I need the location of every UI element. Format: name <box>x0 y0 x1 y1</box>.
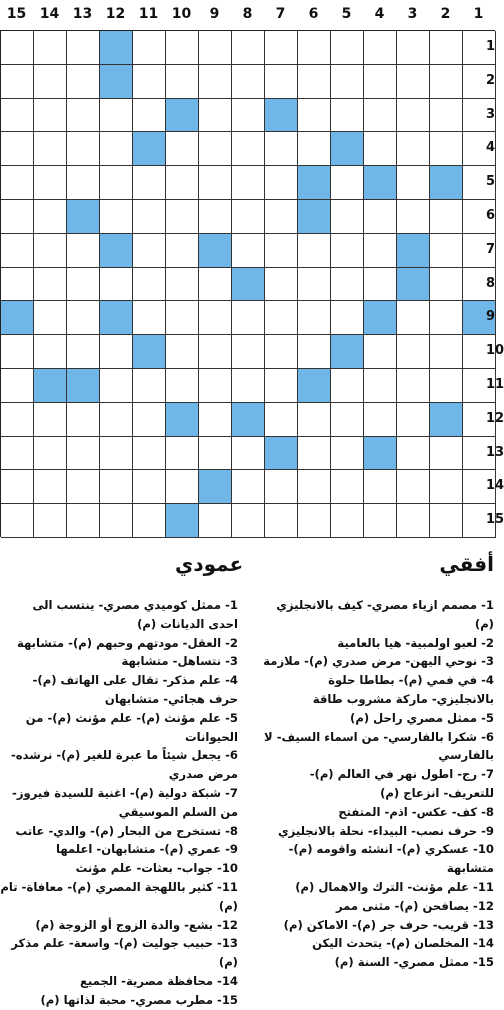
row-number: 1 <box>486 39 496 54</box>
grid-cell[interactable] <box>166 166 199 200</box>
grid-cell[interactable] <box>331 437 364 471</box>
block-cell <box>265 99 298 133</box>
grid-cell[interactable] <box>265 200 298 234</box>
block-cell <box>265 437 298 471</box>
block-cell <box>364 301 397 335</box>
column-number: 10 <box>171 6 192 22</box>
grid-cell[interactable] <box>265 166 298 200</box>
grid-cell[interactable] <box>430 470 463 504</box>
grid-cell[interactable] <box>232 132 265 166</box>
across-heading: أفقي <box>439 552 494 576</box>
grid-cell[interactable] <box>34 403 67 437</box>
grid-cell[interactable] <box>34 335 67 369</box>
grid-cell[interactable] <box>397 437 430 471</box>
grid-cell[interactable] <box>298 132 331 166</box>
grid-cell[interactable] <box>166 268 199 302</box>
row-number: 7 <box>486 241 496 257</box>
grid-cell[interactable] <box>265 132 298 166</box>
down-clue: 2- العقل- مودتهم وحبهم (م)- متشابهة <box>17 635 238 650</box>
grid-cell[interactable] <box>133 166 166 200</box>
grid-cell[interactable] <box>232 166 265 200</box>
grid-cell[interactable] <box>133 65 166 99</box>
grid-cell[interactable] <box>430 99 463 133</box>
across-clue: 2- لعبو اولمبية- هيا بالعامية <box>337 635 494 650</box>
column-number: 14 <box>39 6 60 22</box>
grid-cell[interactable] <box>1 437 34 471</box>
grid-cell[interactable] <box>67 166 100 200</box>
grid-cell[interactable] <box>1 99 34 133</box>
grid-cell[interactable] <box>199 301 232 335</box>
block-cell <box>232 403 265 437</box>
block-cell <box>430 166 463 200</box>
block-cell <box>133 132 166 166</box>
grid-cell[interactable] <box>298 99 331 133</box>
down-clue: 13- حبيب جوليت (م)- واسعة- علم مذكر (م) <box>11 936 238 970</box>
grid-cell[interactable] <box>430 437 463 471</box>
grid-cell[interactable] <box>298 65 331 99</box>
grid-cell[interactable] <box>232 369 265 403</box>
row-number: 13 <box>486 444 504 460</box>
grid-cell[interactable] <box>397 301 430 335</box>
block-cell <box>67 200 100 234</box>
block-cell <box>364 437 397 471</box>
block-cell <box>397 234 430 268</box>
grid-cell[interactable] <box>166 234 199 268</box>
grid-cell[interactable] <box>100 132 133 166</box>
grid-cell[interactable] <box>331 403 364 437</box>
grid-cell[interactable] <box>67 335 100 369</box>
grid-cell[interactable] <box>298 403 331 437</box>
grid-cell[interactable] <box>298 301 331 335</box>
block-cell <box>364 166 397 200</box>
grid-cell[interactable] <box>331 369 364 403</box>
grid-cell[interactable] <box>232 301 265 335</box>
across-clue: 12- يصافحن (م)- مثنى ممر <box>335 898 494 913</box>
grid-cell[interactable] <box>265 369 298 403</box>
grid-cell[interactable] <box>364 200 397 234</box>
grid-cell[interactable] <box>100 470 133 504</box>
grid-cell[interactable] <box>166 132 199 166</box>
grid-cell[interactable] <box>133 470 166 504</box>
grid-cell[interactable] <box>199 65 232 99</box>
grid-cell[interactable] <box>133 268 166 302</box>
row-number: 4 <box>486 140 496 156</box>
grid-cell[interactable] <box>199 166 232 200</box>
column-number: 3 <box>407 6 418 22</box>
grid-cell[interactable] <box>166 200 199 234</box>
crossword-grid[interactable] <box>0 30 495 537</box>
block-cell <box>166 403 199 437</box>
grid-cell[interactable] <box>364 369 397 403</box>
column-number: 7 <box>275 6 286 22</box>
grid-cell[interactable] <box>265 268 298 302</box>
grid-cell[interactable] <box>199 132 232 166</box>
grid-cell[interactable] <box>331 99 364 133</box>
grid-cell[interactable] <box>1 335 34 369</box>
column-number: 2 <box>440 6 451 22</box>
grid-cell[interactable] <box>265 403 298 437</box>
grid-cell[interactable] <box>166 301 199 335</box>
grid-cell[interactable] <box>232 470 265 504</box>
grid-cell[interactable] <box>430 504 463 538</box>
row-number: 12 <box>486 410 504 426</box>
grid-cell[interactable] <box>397 504 430 538</box>
grid-cell[interactable] <box>1 504 34 538</box>
down-clue: 4- علم مذكر- تقال على الهاتف (م)- حرف هجائي- متشابهان <box>32 673 238 706</box>
grid-cell[interactable] <box>430 31 463 65</box>
grid-cell[interactable] <box>100 335 133 369</box>
grid-cell[interactable] <box>199 437 232 471</box>
row-number: 14 <box>486 478 504 494</box>
grid-cell[interactable] <box>166 31 199 65</box>
grid-cell[interactable] <box>100 369 133 403</box>
block-cell <box>1 301 34 335</box>
grid-cell[interactable] <box>265 31 298 65</box>
grid-cell[interactable] <box>232 437 265 471</box>
grid-cell[interactable] <box>265 234 298 268</box>
grid-cell[interactable] <box>364 504 397 538</box>
column-number: 4 <box>374 6 385 22</box>
row-number: 9 <box>486 309 496 325</box>
grid-cell[interactable] <box>232 200 265 234</box>
grid-cell[interactable] <box>397 31 430 65</box>
grid-cell[interactable] <box>166 437 199 471</box>
grid-cell[interactable] <box>67 437 100 471</box>
column-number: 12 <box>105 6 126 22</box>
grid-cell[interactable] <box>331 268 364 302</box>
grid-cell[interactable] <box>364 335 397 369</box>
grid-cell[interactable] <box>265 301 298 335</box>
down-clue: 10- جواب- بعثات- علم مؤنث <box>75 861 238 876</box>
grid-cell[interactable] <box>133 437 166 471</box>
grid-cell[interactable] <box>1 166 34 200</box>
across-clue: 15- ممثل مصري- السنة (م) <box>334 955 494 970</box>
across-clue: 7- رج- اطول نهر في العالم (م)- للتعريف- انزعاج (م) <box>309 767 494 800</box>
across-clue: 9- حرف نصب- البيداء- نحلة بالانجليزي <box>278 823 494 838</box>
grid-cell[interactable] <box>1 65 34 99</box>
grid-cell[interactable] <box>331 470 364 504</box>
grid-cell[interactable] <box>199 403 232 437</box>
grid-cell[interactable] <box>1 369 34 403</box>
grid-cell[interactable] <box>34 99 67 133</box>
grid-cell[interactable] <box>265 65 298 99</box>
grid-cell[interactable] <box>430 335 463 369</box>
grid-cell[interactable] <box>364 132 397 166</box>
row-number: 8 <box>486 275 496 291</box>
grid-cell[interactable] <box>232 99 265 133</box>
across-clue: 11- علم مؤنث- الترك والاهمال (م) <box>295 879 494 894</box>
grid-cell[interactable] <box>397 99 430 133</box>
grid-cell[interactable] <box>298 504 331 538</box>
grid-cell[interactable] <box>397 369 430 403</box>
grid-cell[interactable] <box>34 132 67 166</box>
grid-cell[interactable] <box>397 166 430 200</box>
grid-cell[interactable] <box>67 268 100 302</box>
grid-cell[interactable] <box>331 200 364 234</box>
grid-cell[interactable] <box>199 200 232 234</box>
grid-cell[interactable] <box>199 504 232 538</box>
grid-cell[interactable] <box>34 31 67 65</box>
row-number: 5 <box>486 174 496 190</box>
down-clue: 6- يجعل شيئاً ما عبرة للغير (م)- نرشده- مرض صدري <box>10 748 238 782</box>
grid-cell[interactable] <box>331 301 364 335</box>
grid-cell[interactable] <box>331 166 364 200</box>
grid-cell[interactable] <box>133 403 166 437</box>
row-number: 15 <box>486 512 504 528</box>
grid-cell[interactable] <box>298 335 331 369</box>
grid-cell[interactable] <box>67 65 100 99</box>
grid-cell[interactable] <box>199 31 232 65</box>
column-number: 13 <box>72 6 93 22</box>
across-clue: 5- ممثل مصري راحل (م) <box>350 710 494 725</box>
block-cell <box>133 335 166 369</box>
grid-cell[interactable] <box>100 403 133 437</box>
grid-cell[interactable] <box>298 437 331 471</box>
grid-cell[interactable] <box>1 200 34 234</box>
grid-cell[interactable] <box>265 335 298 369</box>
grid-cell[interactable] <box>67 31 100 65</box>
block-cell <box>166 99 199 133</box>
grid-cell[interactable] <box>199 268 232 302</box>
column-numbers <box>0 0 500 30</box>
block-cell <box>100 234 133 268</box>
grid-cell[interactable] <box>298 234 331 268</box>
across-clue: 6- شكرا بالفارسي- من اسماء السيف- لا بالفارسي <box>264 729 494 763</box>
down-heading: عمودي <box>175 552 244 576</box>
grid-cell[interactable] <box>331 65 364 99</box>
grid-cell[interactable] <box>364 470 397 504</box>
across-clue: 3- نوحي اليهن- مرض صدري (م)- ملازمة <box>263 654 494 669</box>
down-clue: 8- تستخرج من البحار (م)- والدي- عاتب <box>15 823 238 838</box>
grid-cell[interactable] <box>34 166 67 200</box>
grid-cell[interactable] <box>67 234 100 268</box>
down-clue: 9- عمري (م)- متشابهان- اعلمها <box>55 842 238 857</box>
grid-cell[interactable] <box>364 268 397 302</box>
grid-cell[interactable] <box>133 200 166 234</box>
grid-cell[interactable] <box>232 504 265 538</box>
down-clue: 3- نتساهل- متشابهة <box>121 654 238 669</box>
grid-cell[interactable] <box>1 132 34 166</box>
grid-cell[interactable] <box>199 369 232 403</box>
grid-cell[interactable] <box>67 301 100 335</box>
down-clues <box>0 596 238 1010</box>
down-clue: 12- بشع- والدة الزوج أو الزوجة (م) <box>35 917 238 932</box>
block-cell <box>100 301 133 335</box>
grid-cell[interactable] <box>100 268 133 302</box>
grid-cell[interactable] <box>331 31 364 65</box>
grid-cell[interactable] <box>1 31 34 65</box>
grid-cell[interactable] <box>1 268 34 302</box>
grid-cell[interactable] <box>265 470 298 504</box>
grid-cell[interactable] <box>1 470 34 504</box>
grid-cell[interactable] <box>34 504 67 538</box>
grid-cell[interactable] <box>364 234 397 268</box>
column-number: 9 <box>209 6 220 22</box>
across-clue: 13- قريب- حرف جر (م)- الاماكن (م) <box>283 917 494 932</box>
down-clue: 14- محافظة مصرية- الجميع <box>80 973 238 988</box>
grid-cell[interactable] <box>397 403 430 437</box>
block-cell <box>397 268 430 302</box>
grid-cell[interactable] <box>298 470 331 504</box>
down-clue: 1- ممثل كوميدي مصري- ينتسب الى احدى الديانات (م) <box>32 598 238 631</box>
grid-cell[interactable] <box>133 31 166 65</box>
column-number: 11 <box>138 6 159 22</box>
block-cell <box>430 403 463 437</box>
grid-cell[interactable] <box>34 200 67 234</box>
grid-cell[interactable] <box>133 234 166 268</box>
column-number: 5 <box>341 6 352 22</box>
grid-cell[interactable] <box>67 99 100 133</box>
grid-cell[interactable] <box>430 234 463 268</box>
down-clue: 7- شبكة دولية (م)- اغنية للسيدة فيروز- من السلم الموسيقي <box>12 785 238 819</box>
across-clue: 4- في فمي (م)- بطاطا حلوة بالانجليزي- ماركة مشروب طاقة <box>312 673 494 706</box>
grid-cell[interactable] <box>67 132 100 166</box>
grid-cell[interactable] <box>100 99 133 133</box>
grid-cell[interactable] <box>331 504 364 538</box>
grid-cell[interactable] <box>364 403 397 437</box>
grid-cell[interactable] <box>166 369 199 403</box>
grid-cell[interactable] <box>430 65 463 99</box>
grid-cell[interactable] <box>199 335 232 369</box>
grid-cell[interactable] <box>166 470 199 504</box>
across-clue: 10- عسكري (م)- انشئه واقومه (م)- متشابهة <box>288 842 494 876</box>
grid-cell[interactable] <box>397 200 430 234</box>
row-number: 6 <box>486 208 496 223</box>
grid-cell[interactable] <box>67 504 100 538</box>
row-numbers <box>482 30 504 537</box>
grid-cell[interactable] <box>364 31 397 65</box>
grid-cell[interactable] <box>100 166 133 200</box>
column-number: 6 <box>308 6 319 22</box>
down-clue: 11- كثير باللهجة المصري (م)- معافاة- تام (م) <box>0 879 238 913</box>
across-clue: 14- المخلصان (م)- يتحدث اليكن <box>312 936 494 951</box>
grid-cell[interactable] <box>331 234 364 268</box>
grid-cell[interactable] <box>34 65 67 99</box>
grid-cell[interactable] <box>133 369 166 403</box>
grid-cell[interactable] <box>364 99 397 133</box>
block-cell <box>298 166 331 200</box>
grid-cell[interactable] <box>232 65 265 99</box>
block-cell <box>166 504 199 538</box>
across-clue: 8- كف- عكس- اذم- المتفتح <box>338 804 494 819</box>
across-clues <box>262 596 494 972</box>
row-number: 10 <box>486 343 504 359</box>
block-cell <box>100 31 133 65</box>
column-number: 1 <box>473 6 484 22</box>
block-cell <box>232 268 265 302</box>
grid-cell[interactable] <box>397 335 430 369</box>
block-cell <box>100 65 133 99</box>
grid-cell[interactable] <box>67 403 100 437</box>
grid-cell[interactable] <box>298 268 331 302</box>
grid-cell[interactable] <box>232 31 265 65</box>
grid-cell[interactable] <box>397 132 430 166</box>
grid-cell[interactable] <box>430 369 463 403</box>
across-clue: 1- مصمم ازياء مصري- كيف بالانجليزي (م) <box>276 598 494 631</box>
grid-cell[interactable] <box>364 65 397 99</box>
row-number: 3 <box>486 106 496 122</box>
block-cell <box>199 470 232 504</box>
grid-cell[interactable] <box>232 234 265 268</box>
grid-cell[interactable] <box>232 335 265 369</box>
grid-cell[interactable] <box>34 470 67 504</box>
grid-cell[interactable] <box>133 99 166 133</box>
grid-cell[interactable] <box>199 99 232 133</box>
grid-cell[interactable] <box>397 65 430 99</box>
grid-cell[interactable] <box>298 31 331 65</box>
grid-cell[interactable] <box>430 268 463 302</box>
block-cell <box>199 234 232 268</box>
column-number: 15 <box>6 6 27 22</box>
grid-cell[interactable] <box>133 301 166 335</box>
grid-cell[interactable] <box>100 200 133 234</box>
block-cell <box>331 335 364 369</box>
block-cell <box>34 369 67 403</box>
grid-cell[interactable] <box>34 268 67 302</box>
grid-cell[interactable] <box>100 504 133 538</box>
grid-cell[interactable] <box>1 403 34 437</box>
grid-cell[interactable] <box>67 470 100 504</box>
column-number: 8 <box>242 6 253 22</box>
block-cell <box>298 200 331 234</box>
grid-cell[interactable] <box>34 437 67 471</box>
grid-cell[interactable] <box>265 504 298 538</box>
grid-cell[interactable] <box>397 470 430 504</box>
block-cell <box>67 369 100 403</box>
grid-cell[interactable] <box>133 504 166 538</box>
grid-cell[interactable] <box>34 234 67 268</box>
grid-cell[interactable] <box>1 234 34 268</box>
block-cell <box>331 132 364 166</box>
grid-cell[interactable] <box>430 132 463 166</box>
grid-cell[interactable] <box>430 200 463 234</box>
row-number: 2 <box>486 72 496 88</box>
block-cell <box>298 369 331 403</box>
grid-cell[interactable] <box>100 437 133 471</box>
down-clue: 5- علم مؤنث (م)- علم مؤنث (م)- من الحيوانات <box>25 710 238 744</box>
grid-cell[interactable] <box>430 301 463 335</box>
down-clue: 15- مطرب مصري- محبة لذاتها (م) <box>40 992 238 1007</box>
grid-cell[interactable] <box>34 301 67 335</box>
grid-cell[interactable] <box>166 65 199 99</box>
grid-cell[interactable] <box>166 335 199 369</box>
row-number: 11 <box>486 377 504 392</box>
